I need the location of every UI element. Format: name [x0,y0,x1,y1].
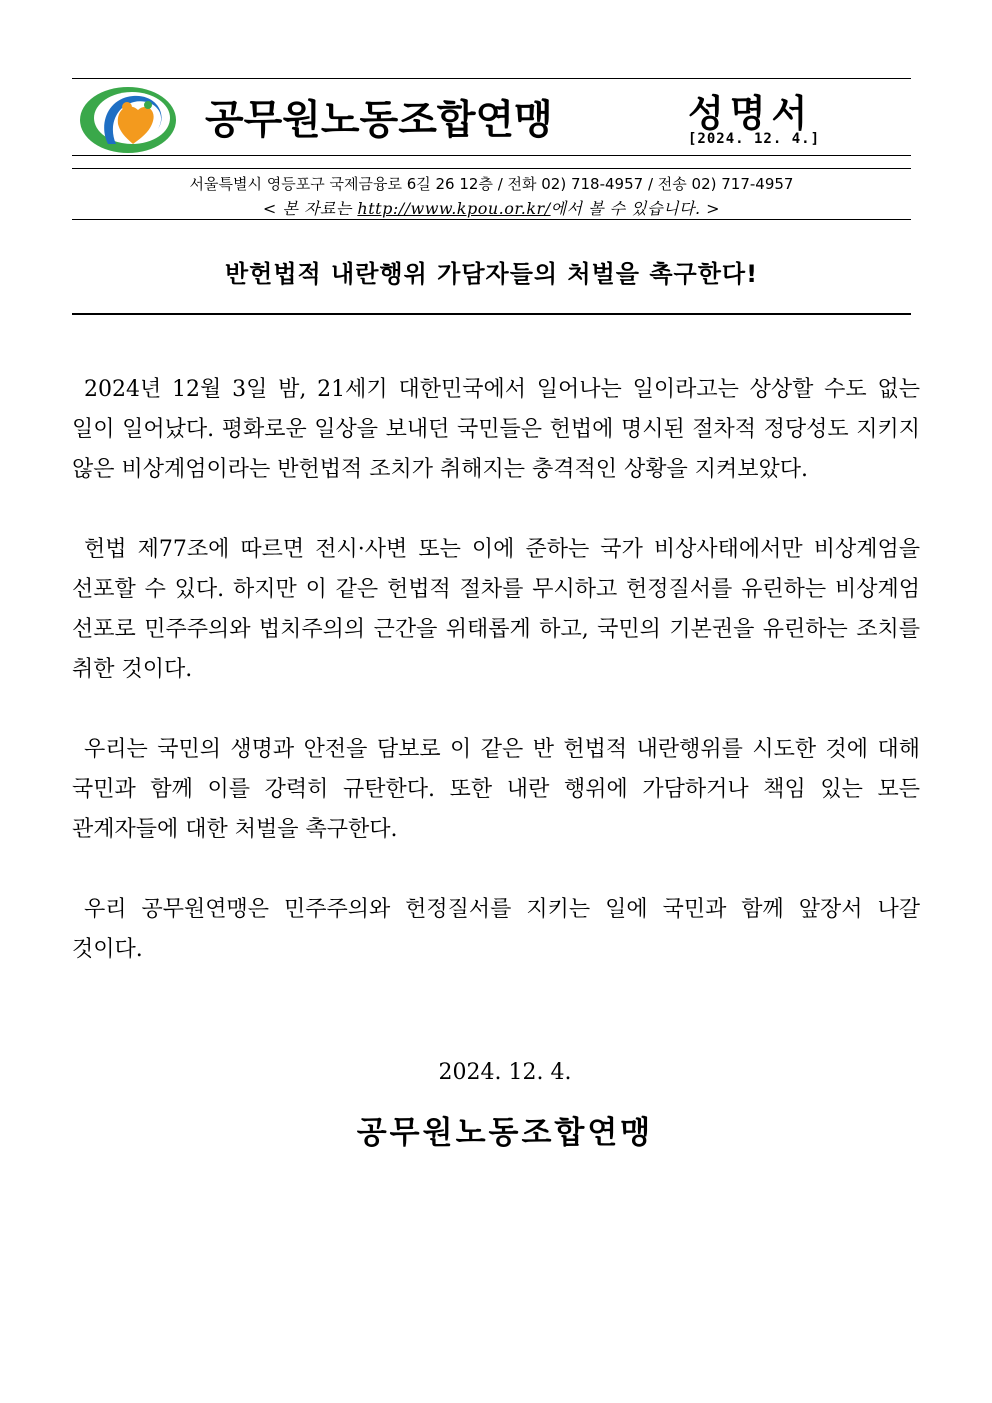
union-logo-icon [78,84,178,154]
statement-body [72,370,920,1010]
website-suffix: 에서 볼 수 있습니다. > [550,199,721,218]
org-name-title: 공무원노동조합연맹 [205,97,553,143]
body-paragraph: 우리는 국민의 생명과 안전을 담보로 이 같은 반 헌법적 내란행위를 시도한 것에 대해 국민과 함께 이를 강력히 규탄한다. 또한 내란 행위에 가담하거나 책임 있는 모든 관계자들에 대한 처벌을 촉구한다. [72,737,920,842]
body-paragraph: 헌법 제77조에 따르면 전시·사변 또는 이에 준하는 국가 비상사태에서만 비상계엄을 선포할 수 있다. 하지만 이 같은 헌법적 절차를 무시하고 헌정질서를 유린하는 비상계엄 선포로 민주주의와 법치주의의 근간을 위태롭게 하고, 국민의 기본권을 유린하는 조치를 취한 것이다. [72,537,920,682]
website-link[interactable]: http://www.kpou.or.kr/ [357,199,551,218]
statement-headline: 반헌법적 내란행위 가담자들의 처벌을 촉구한다! [224,260,759,288]
website-prefix: < 본 자료는 [262,199,358,218]
header-bottom-rule [72,219,911,220]
headline-underline [72,313,911,315]
signature-org: 공무원노동조합연맹 [356,1115,654,1151]
header-mid-rule-2 [72,168,911,169]
doc-date: [2024. 12. 4.] [688,131,821,147]
header-top-rule [72,78,911,79]
doc-type-title: 성명서 [688,92,814,135]
body-paragraph: 2024년 12월 3일 밤, 21세기 대한민국에서 일어나는 일이라고는 상상할 수도 없는 일이 일어났다. 평화로운 일상을 보내던 국민들은 헌법에 명시된 절차적 정당성도 지키지 않은 비상계엄이라는 반헌법적 조치가 취해지는 충격적인 상황을 지켜보았다. [72,377,920,482]
contact-address: 서울특별시 영등포구 국제금융로 6길 26 12층 / 전화 02) 718-4957 / 전송 02) 717-4957 [189,175,794,193]
header-mid-rule-1 [72,155,911,156]
body-paragraph: 우리 공무원연맹은 민주주의와 헌정질서를 지키는 일에 국민과 함께 앞장서 나갈 것이다. [72,897,920,962]
website-notice [72,196,911,219]
signature-date: 2024. 12. 4. [438,1060,572,1085]
